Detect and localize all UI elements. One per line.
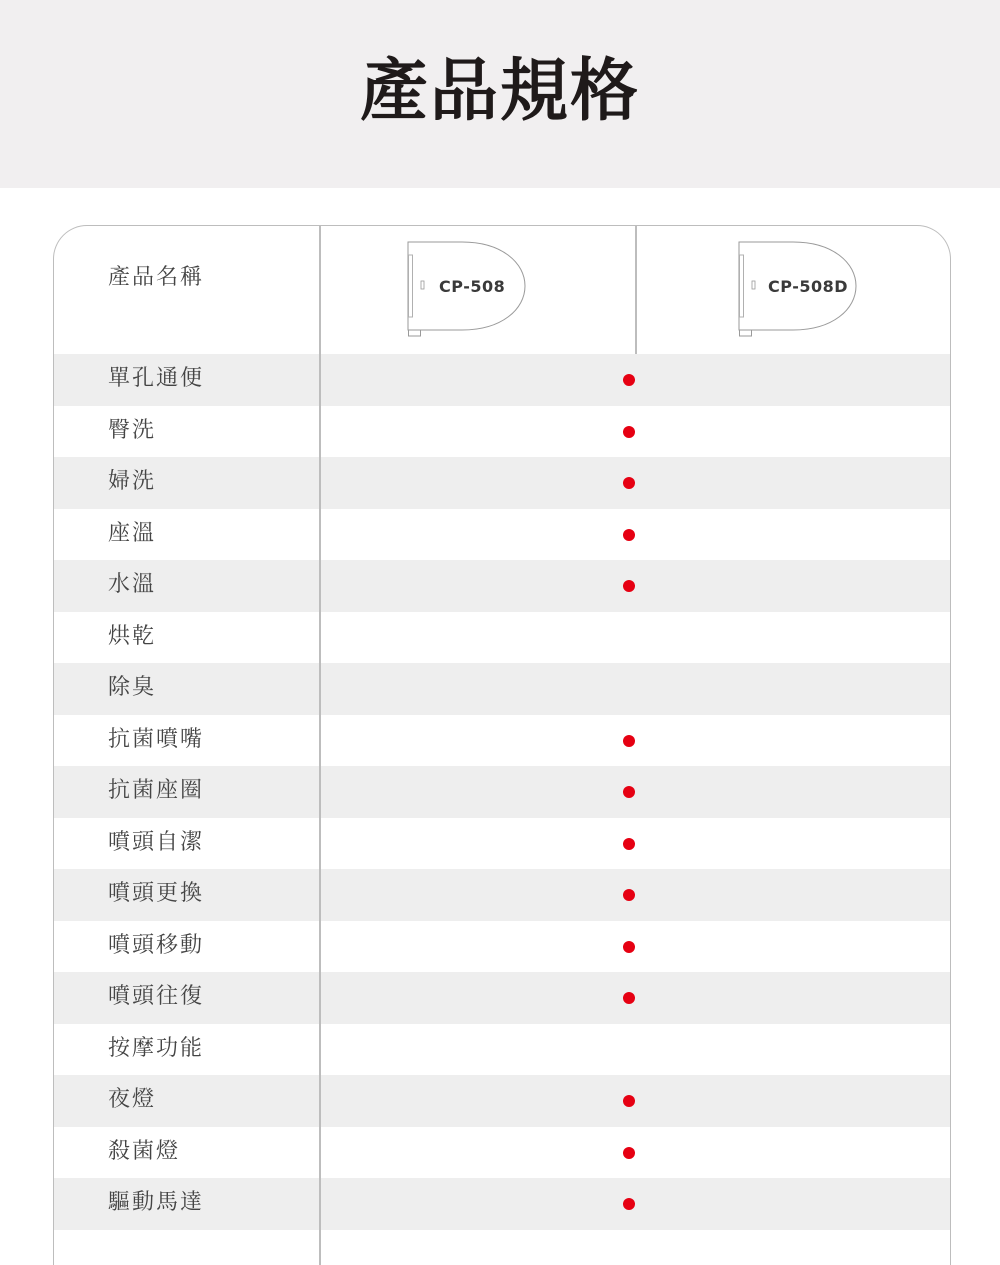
table-row	[54, 354, 951, 406]
supported-dot-icon	[623, 941, 635, 953]
supported-dot-icon	[623, 1147, 635, 1159]
table-row	[54, 1075, 951, 1127]
supported-dot-icon	[623, 374, 635, 386]
table-row	[54, 560, 951, 612]
spec-table	[53, 225, 951, 1265]
supported-dot-icon	[623, 477, 635, 489]
supported-dot-icon	[623, 838, 635, 850]
table-row	[54, 818, 951, 870]
table-header-row	[54, 226, 951, 354]
table-row	[54, 1024, 951, 1076]
product-name: CP-508	[439, 277, 506, 296]
feature-label: 驅動馬達	[108, 1190, 205, 1215]
table-row	[54, 663, 951, 715]
feature-label: 殺菌燈	[108, 1138, 181, 1164]
feature-label: 夜燈	[108, 1087, 157, 1112]
feature-label: 婦洗	[108, 469, 157, 494]
feature-label: 單孔通便	[108, 366, 205, 391]
feature-label: 抗菌噴嘴	[108, 726, 205, 752]
feature-label: 噴頭更換	[108, 881, 205, 906]
supported-dot-icon	[623, 529, 635, 541]
feature-label: 噴頭往復	[108, 984, 205, 1009]
column-divider	[319, 226, 321, 1265]
feature-label: 臀洗	[108, 417, 157, 443]
feature-label: 抗菌座圈	[108, 778, 205, 803]
supported-dot-icon	[623, 735, 635, 747]
table-row	[54, 406, 951, 458]
product-column-divider	[635, 226, 637, 354]
product-name: CP-508D	[768, 277, 849, 296]
supported-dot-icon	[623, 889, 635, 901]
table-row	[54, 457, 951, 509]
table-row	[54, 921, 951, 973]
feature-label: 烘乾	[108, 623, 157, 649]
supported-dot-icon	[623, 786, 635, 798]
feature-label: 按摩功能	[108, 1035, 205, 1061]
page-header	[0, 0, 1000, 188]
product-cp-508	[407, 241, 527, 339]
feature-label: 噴頭移動	[108, 932, 205, 958]
supported-dot-icon	[623, 580, 635, 592]
table-row	[54, 869, 951, 921]
feature-label: 座溫	[108, 520, 157, 546]
table-row	[54, 715, 951, 767]
table-row	[54, 1178, 951, 1230]
feature-rows	[54, 354, 951, 1230]
supported-dot-icon	[623, 1198, 635, 1210]
feature-label: 水溫	[108, 572, 157, 597]
supported-dot-icon	[623, 992, 635, 1004]
table-row	[54, 972, 951, 1024]
supported-dot-icon	[623, 1095, 635, 1107]
supported-dot-icon	[623, 426, 635, 438]
table-row	[54, 509, 951, 561]
table-row	[54, 612, 951, 664]
product-name-label: 產品名稱	[108, 265, 205, 290]
product-cp-508d	[738, 241, 858, 339]
page-title: 產品規格	[359, 52, 640, 131]
table-row	[54, 1127, 951, 1179]
feature-label: 噴頭自潔	[108, 829, 205, 855]
table-row	[54, 766, 951, 818]
feature-label: 除臭	[108, 675, 157, 700]
